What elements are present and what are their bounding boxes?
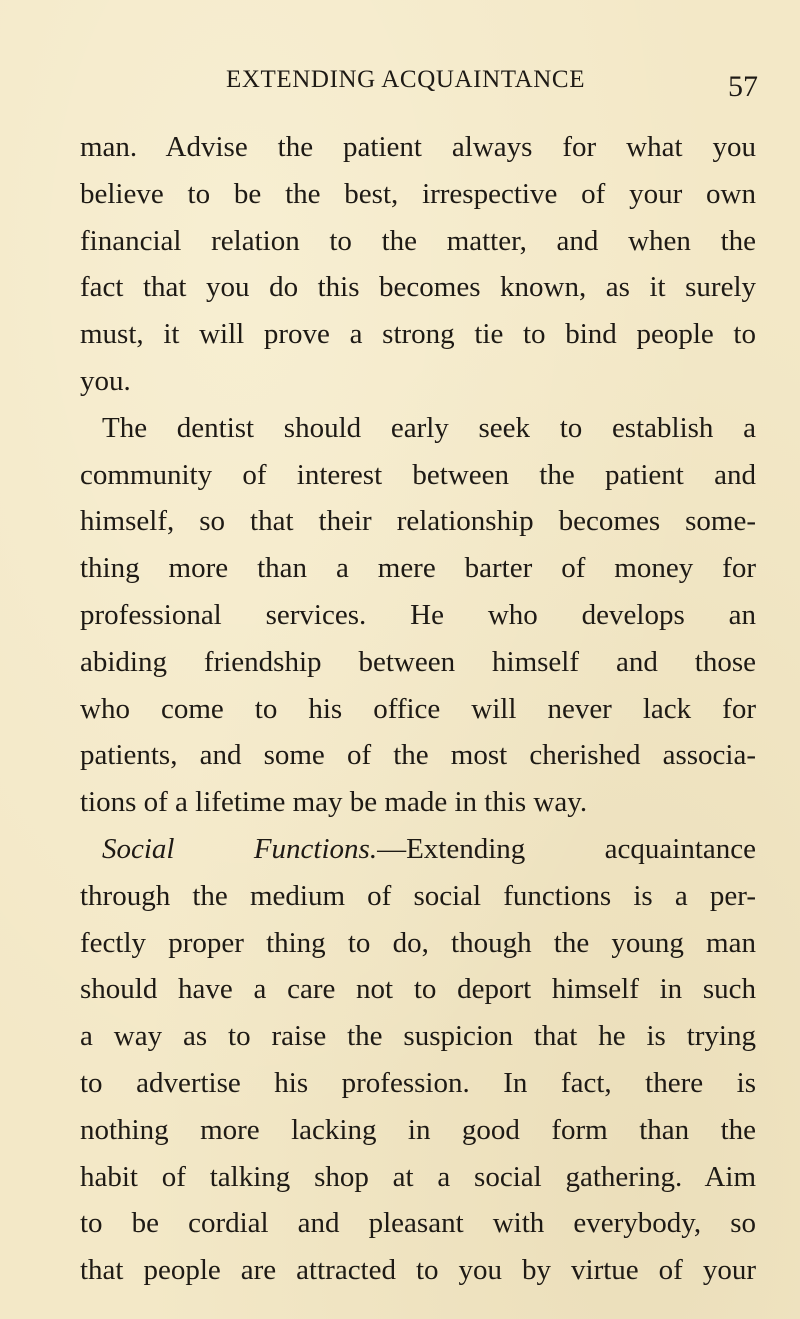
section-heading: Social Functions. (102, 832, 378, 865)
text-line: should have a care not to deport himself in such (80, 973, 756, 1006)
text-line: abiding friendship between himself and those (80, 645, 756, 678)
text-line: to advertise his profession. In fact, there is (80, 1066, 756, 1099)
text-line: man. Advise the patient always for what you (80, 131, 756, 163)
text-line: thing more than a mere barter of money for (80, 552, 756, 585)
text-line: you. (80, 364, 131, 397)
text-line: through the medium of social functions is a per- (80, 879, 756, 912)
text-line-remainder: Extending acquaintance (406, 832, 756, 865)
text-line: must, it will prove a strong tie to bind people to (80, 318, 756, 351)
text-line: fectly proper thing to do, though the young man (80, 926, 756, 959)
running-title: EXTENDING ACQUAINTANCE (226, 66, 586, 93)
text-line: believe to be the best, irrespective of your own (80, 177, 756, 210)
text-line: who come to his office will never lack for (80, 692, 756, 725)
text-line: habit of talking shop at a social gathering. Aim (80, 1160, 756, 1193)
text-line: financial relation to the matter, and when the (80, 224, 756, 257)
page-number: 57 (728, 70, 758, 103)
text-line: The dentist should early seek to establish a (102, 411, 756, 444)
text-line: a way as to raise the suspicion that he is trying (80, 1020, 756, 1053)
text-line: that people are attracted to you by virtue of your (80, 1254, 756, 1287)
text-line: fact that you do this becomes known, as it surely (80, 271, 756, 304)
text-line: nothing more lacking in good form than the (80, 1113, 756, 1146)
text-line: tions of a lifetime may be made in this way. (80, 786, 588, 819)
text-line: patients, and some of the most cherished associa- (80, 739, 756, 772)
heading-dash: — (377, 832, 407, 865)
body-text (80, 124, 756, 1294)
running-head (0, 66, 800, 106)
section-heading-line (80, 826, 756, 873)
text-line: himself, so that their relationship becomes some- (80, 505, 756, 538)
text-line: community of interest between the patient and (80, 458, 756, 491)
text-line: to be cordial and pleasant with everybody, so (80, 1207, 756, 1240)
text-line: professional services. He who develops an (80, 598, 756, 631)
